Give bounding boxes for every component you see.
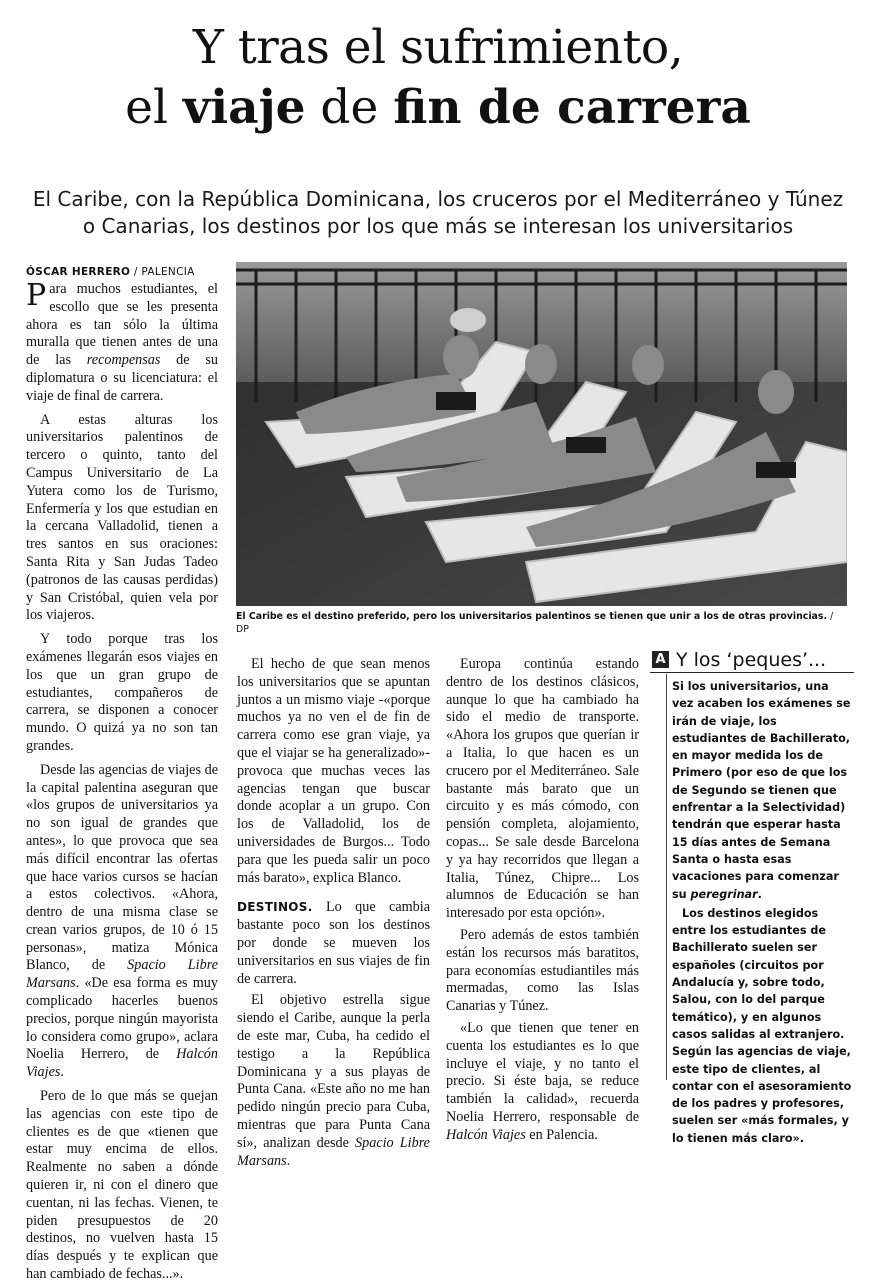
sidebar-body <box>672 678 854 1147</box>
sidebar-badge: A <box>652 651 669 668</box>
photo-illustration <box>236 262 847 606</box>
paragraph: El hecho de que sean menos los universitarios que se apuntan juntos a un mismo viaje -«porque muchos ya no ven el de fin de carrera como ese gran viaje, ya que el viajar se ha generalizado»- provoca que muchas veces las agencias tengan que buscar donde acoplar a un grupo. Con los de Valladolid, los de universidades de Burgos... Todo para que les pueda salir un poco más barato», explica Blanco. <box>237 656 430 886</box>
drop-cap: P <box>26 278 47 313</box>
sidebar-box <box>650 648 854 1145</box>
byline-author: ÓSCAR HERRERO <box>26 266 131 278</box>
paragraph: Pero además de estos también están los recursos más baratitos, para economías estudiantiles más mermadas, como las Islas Canarias y Túnez. <box>446 926 639 1015</box>
paragraph: Y todo porque tras los exámenes llegarán esos viajes en los que un gran grupo de estudiantes, compañeros de carrera, se disponen a conocer mundo. O quizá ya no son tan grandes. <box>26 631 218 754</box>
paragraph: Si los universitarios, una vez acaben los exámenes se irán de viaje, los estudiantes de Bachillerato, en mayor medida los de Primero (por eso de que los de Segundo se tienen que enfrentar a la Selectividad) tendrán que esperar hasta 15 días antes de Semana Santa o hasta esas vacaciones para comenzar su peregrinar. <box>672 680 851 901</box>
headline-line-1: Y tras el sufrimiento, <box>192 20 684 75</box>
byline <box>26 266 195 278</box>
sidebar-rule <box>666 674 667 1080</box>
paragraph: Pero de lo que más se quejan las agencias con este tipo de clientes es de que «tienen que estar muy encima de ellos. Realmente no saben a dónde quieren ir, ni con el dinero que cuentan, ni las fechas. Vienen, te piden presupuestos de 20 destinos, no vuelven hasta 15 días después y te explican que han cambiado de fechas...». <box>26 1088 218 1283</box>
column-1 <box>26 278 218 1284</box>
sidebar-title: Y los ‘peques’... <box>676 649 827 671</box>
paragraph: Los destinos elegidos entre los estudiantes de Bachillerato suelen ser españoles (circuitos por Andalucía y, sobre todo, Salou, con lo del parque temático), y en algunos casos salidas al extranjero. Según las agencias de viaje, este tipo de clientes, al contar con el asesoramiento de los padres y profesores, suelen ser «más formales, y lo tienen más claro». <box>672 906 852 1145</box>
headline <box>0 18 876 138</box>
photo-caption: El Caribe es el destino preferido, pero los universitarios palentinos se tienen que unir a los de otras provincias. / DP <box>236 611 834 635</box>
paragraph: DESTINOS. Lo que cambia bastante poco son los destinos por donde se mueven los universitarios en sus viajes de fin de carrera. <box>237 899 430 987</box>
sidebar-header <box>650 648 854 673</box>
photo-students-sunbathing <box>236 262 847 606</box>
section-lead: DESTINOS. <box>237 900 313 915</box>
paragraph: El objetivo estrella sigue siendo el Caribe, aunque la perla de este mar, Cuba, ha cedido el testigo a la República Dominicana y a sus playas de Punta Cana. «Este año no me han pedido ningún precio para Cuba, mientras que para Punta Cana sí», analizan desde Spacio Libre Marsans. <box>237 992 430 1169</box>
photo-credit: / DP <box>236 611 834 635</box>
headline-line-2: el viaje de fin de carrera <box>125 80 751 135</box>
column-3 <box>446 656 639 1145</box>
column-2 <box>237 656 430 1170</box>
subtitle: El Caribe, con la República Dominicana, los cruceros por el Mediterráneo y Túnez o Canarias, los destinos por los que más se interesan los universitarios <box>32 187 844 238</box>
paragraph: A estas alturas los universitarios palentinos de tercero o quinto, tanto del Campus Universitario de La Yutera como los de Turismo, Enfermería y los que estudian en la cercana Valladolid, tienen a tres santos en sus oraciones: Santa Rita y San Judas Tadeo (patronos de las causas perdidas) y San Cristóbal, quien vela por los viajeros. <box>26 411 218 624</box>
paragraph: Para muchos estudiantes, el escollo que se les presenta ahora es tan sólo la última muralla que tienen antes de una de las recompensas de su diplomatura o su licenciatura: el viaje de final de carrera. <box>26 278 218 404</box>
byline-location: / PALENCIA <box>130 266 195 278</box>
paragraph: «Lo que tienen que tener en cuenta los estudiantes es lo que incluye el viaje, y no tanto el precio. Si éste baja, se reduce también la calidad», recuerda Noelia Herrero, responsable de Halcón Viajes en Palencia. <box>446 1019 639 1143</box>
paragraph: Europa continúa estando dentro de los destinos clásicos, aunque lo que ha cambiado ha sido el medio de transporte. «Ahora los grupos que querían ir a Italia, lo que hacen es un crucero por el Mediterráneo. Sale bastante más barato que un circuito y es más cómodo, con pensión completa, alojamiento, copas... Se sale desde Barcelona y ya hay recorridos que llegan a Italia, Túnez, Chipre... Los alumnos de Educación se han interesado por esta opción». <box>446 656 639 922</box>
paragraph: Desde las agencias de viajes de la capital palentina aseguran que «los grupos de universitarios ya no son igual de grandes que antes», lo que provoca que sea más difícil encontrar las ofertas que hace varios cursos se hacían a estos colectivos. «Ahora, dentro de una misma clase se crean varios grupos, de 10 ó 15 personas», matiza Mónica Blanco, de Spacio Libre Marsans. «De esa forma es muy complicado hacerles buenos precios, porque ningún mayorista lo considera como grupo», aclara Noelia Herrero, de Halcón Viajes. <box>26 761 218 1081</box>
